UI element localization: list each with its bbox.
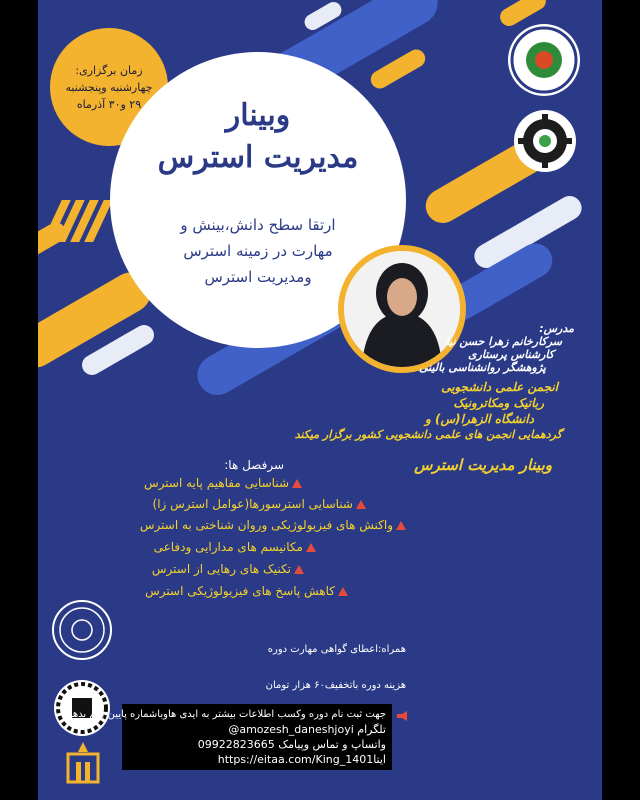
date-label: زمان برگزاری: <box>75 63 143 77</box>
topic-text: شناسایی استرسورها(عوامل استرس زا) <box>152 497 353 511</box>
topics-heading: سرفصل ها: <box>224 458 284 472</box>
topic-text: کاهش پاسخ های فیزیولوژیکی استرس <box>145 584 335 598</box>
date-days: چهارشنبه وپنجشنبه <box>65 80 153 94</box>
topic-text: تکنیک های رهایی از استرس <box>151 562 291 576</box>
topic-item <box>152 562 304 576</box>
triangle-icon <box>356 500 366 509</box>
contact-box <box>64 704 392 770</box>
triangle-icon <box>292 479 302 488</box>
robotics-logo <box>514 110 576 172</box>
speaker-degree: کارشناس پرستاری <box>468 348 554 361</box>
title-line1: وبینار <box>225 98 291 133</box>
association-line1: انجمن علمی دانشجویی <box>441 380 558 394</box>
association-line3: دانشگاه الزهرا(س) و <box>425 412 534 426</box>
contact-header <box>64 707 386 722</box>
seal-icon <box>54 602 110 658</box>
association-line4: گردهمایی انجمن های علمی دانشجویی کشور برگزار میکند <box>294 428 562 441</box>
speaker-name: سرکارخانم زهرا حسن نیا <box>445 335 562 348</box>
eitaa-label: ایتا <box>373 753 386 766</box>
topic-text: مکانیسم های مدارایی ودفاعی <box>153 540 303 554</box>
association-line2: رباتیک ومکاترونیک <box>453 396 544 410</box>
phone-label: واتساپ و تماس وپیامک <box>278 738 386 751</box>
gear-icon <box>514 110 576 172</box>
speaker-photo <box>338 245 466 373</box>
title-line2: مدیریت استرس <box>157 140 359 175</box>
telegram-label: تلگرام <box>357 723 386 736</box>
emblem-icon <box>508 24 580 96</box>
eitaa-link[interactable]: https://eitaa.com/King_1401 <box>217 753 374 766</box>
contact-header-text: جهت ثبت نام دوره وکسب اطلاعات بیشتر به ایدی هاوباشماره پایین پیام بدهید <box>64 709 386 720</box>
subtitle-line: ارتقا سطح دانش،بینش و <box>180 216 336 234</box>
poster <box>38 0 602 800</box>
fee-note: هزینه دوره باتخفیف۶۰ هزار تومان <box>265 680 406 691</box>
webinar-name: وبینار مدیریت استرس <box>414 456 552 474</box>
telegram-row <box>128 722 386 737</box>
date-dates: ۲۹ و۳۰ آذرماه <box>76 97 142 111</box>
seal-logo <box>52 600 112 660</box>
triangle-icon <box>396 521 406 530</box>
phone-number[interactable]: 09922823665 <box>197 738 275 751</box>
telegram-link[interactable]: @amozesh_daneshjoyi <box>228 723 354 736</box>
triangle-icon <box>338 587 348 596</box>
certificate-note: همراه:اعطای گواهی مهارت دوره <box>267 644 406 655</box>
subtitle-line: مهارت در زمینه استرس <box>183 242 333 260</box>
topic-item <box>145 584 348 598</box>
topic-text: واکنش های فیزیولوژیکی وروان شناختی به استرس <box>139 518 393 532</box>
building-icon <box>58 738 108 788</box>
topic-item <box>154 540 316 554</box>
phone-row <box>128 737 386 752</box>
speaker-role: پژوهشگر روانشناسی بالینی <box>418 361 546 374</box>
topic-item <box>144 476 302 490</box>
topic-item <box>153 497 366 511</box>
speaker-label: مدرس: <box>539 322 574 335</box>
building-logo <box>58 738 108 788</box>
university-logo <box>508 24 580 96</box>
topic-text: شناسایی مفاهیم پایه استرس <box>144 476 289 490</box>
triangle-icon <box>306 543 316 552</box>
person-icon <box>344 251 460 367</box>
eitaa-row <box>128 752 386 767</box>
topic-item <box>140 518 406 532</box>
megaphone-icon <box>396 706 408 716</box>
decor-yellow-bar <box>368 46 429 92</box>
subtitle-line: ومدیریت استرس <box>204 268 312 286</box>
triangle-icon <box>294 565 304 574</box>
